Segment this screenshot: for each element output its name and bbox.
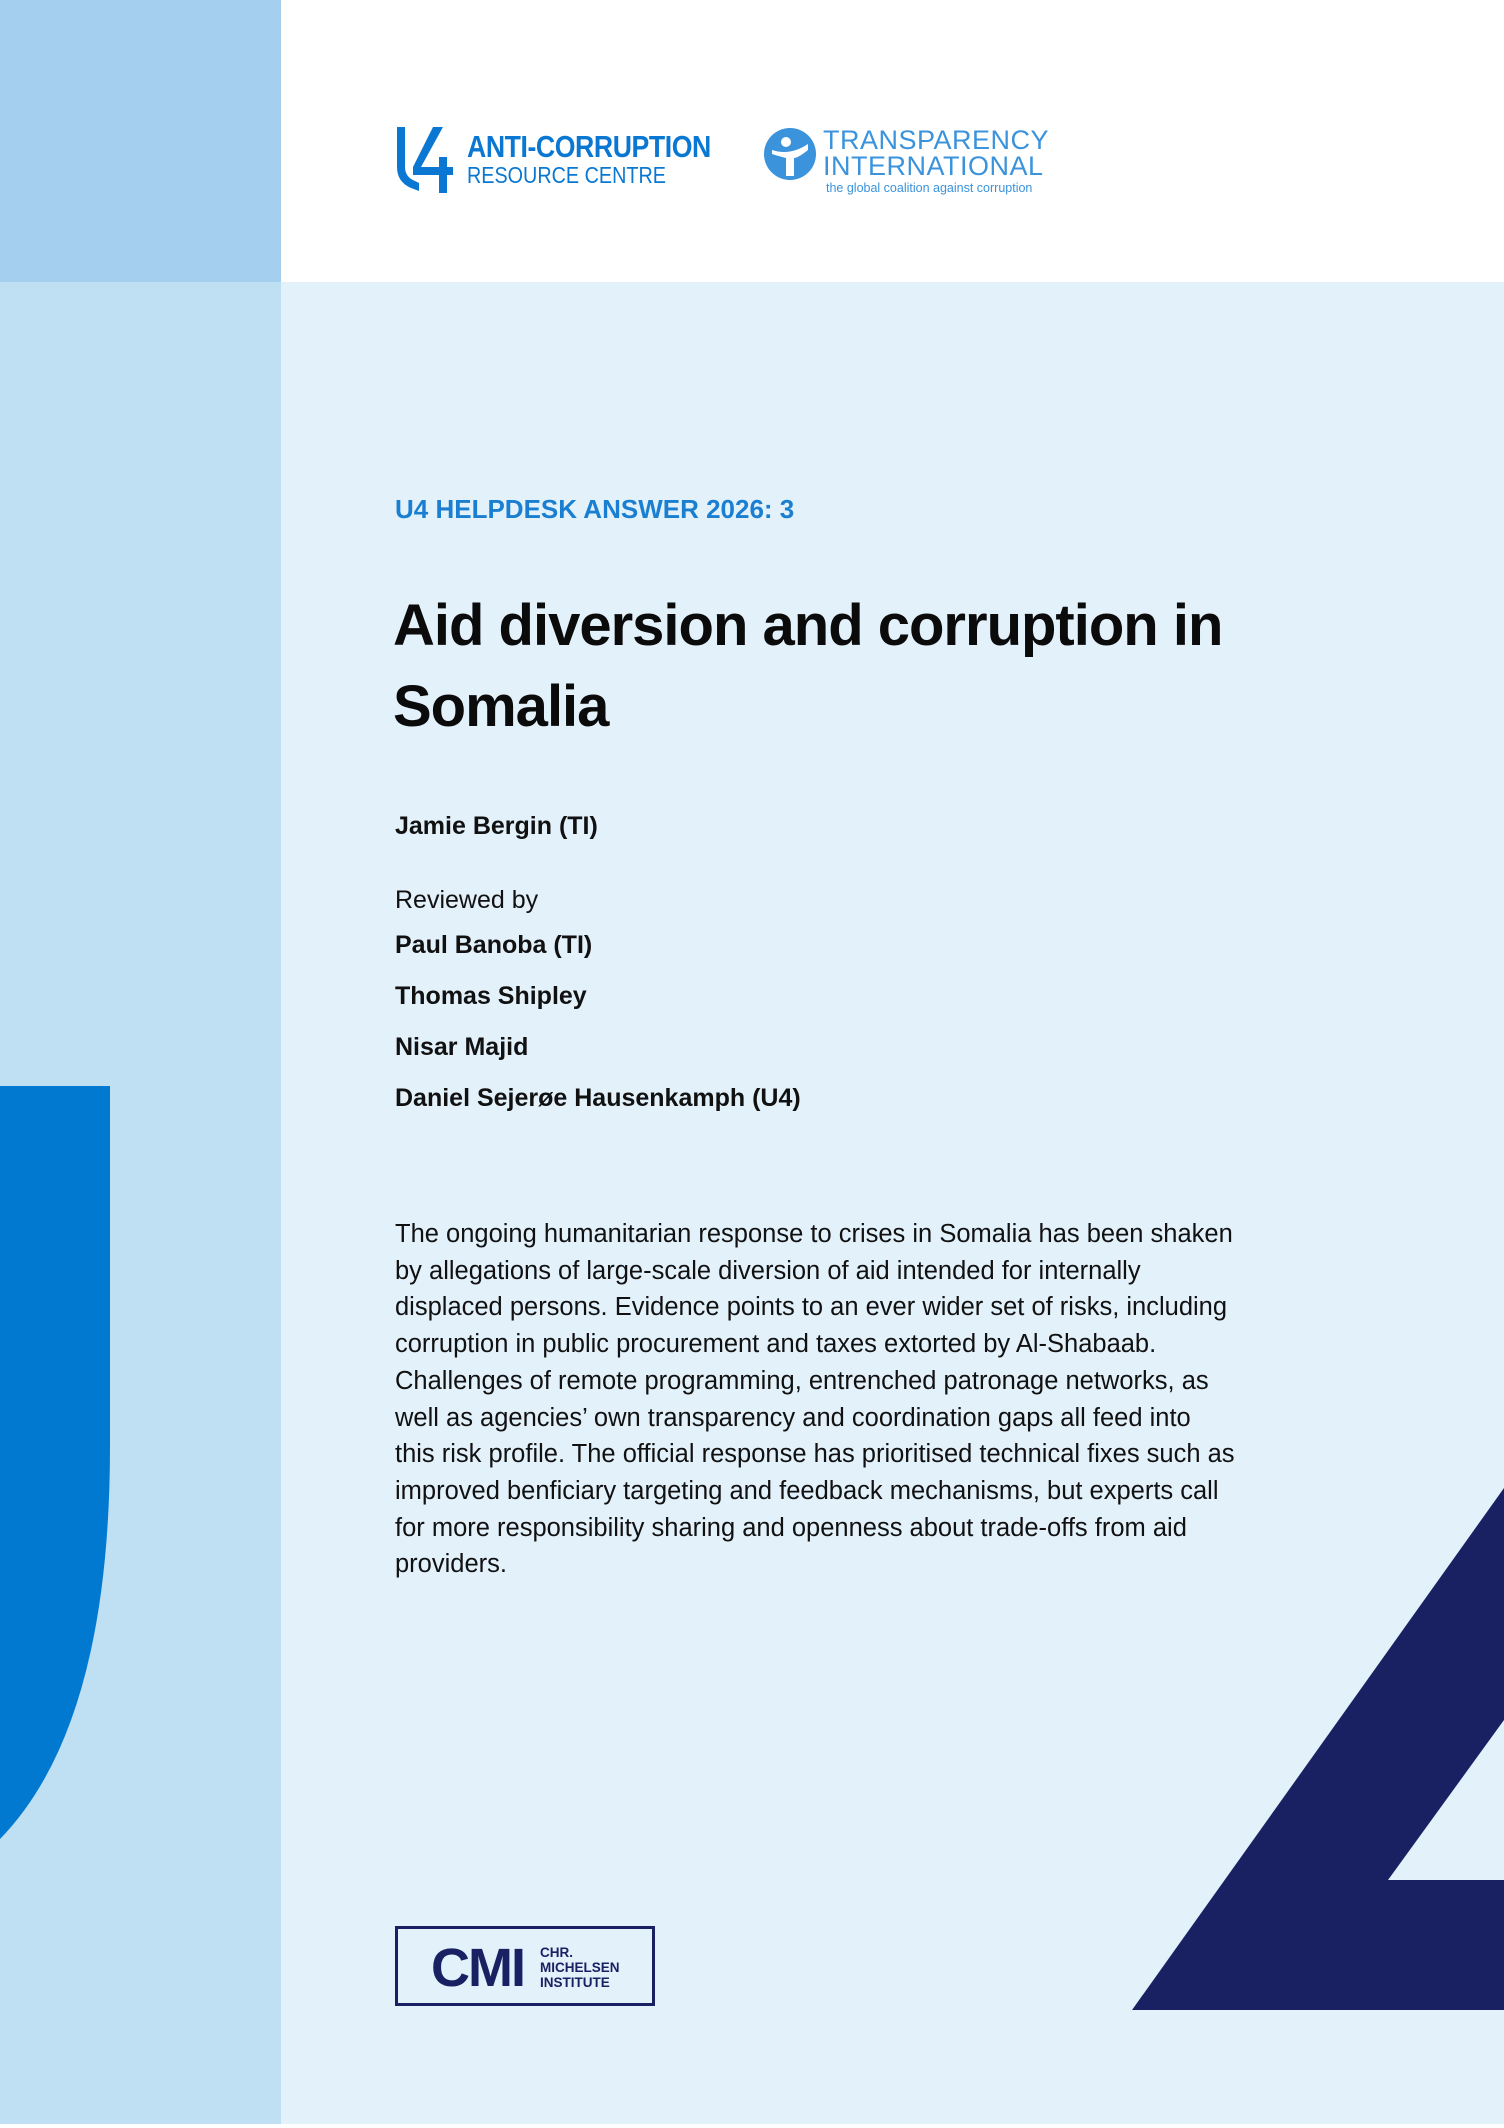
cmi-logo [395, 1926, 655, 2006]
u4-logo-line2: RESOURCE CENTRE [467, 162, 666, 188]
u-curve-decoration-icon [0, 1086, 110, 1839]
reviewers-list [395, 930, 801, 1134]
reviewed-by-label: Reviewed by [395, 886, 539, 914]
reviewer: Thomas Shipley [395, 982, 587, 1010]
u4-logo-icon [395, 127, 455, 193]
page-title: Aid diversion and corruption in Somalia [393, 593, 1223, 739]
ti-logo-line1: TRANSPARENCY [823, 125, 1050, 155]
reviewer: Daniel Sejerøe Hausenkamph (U4) [395, 1084, 801, 1112]
series-kicker: U4 HELPDESK ANSWER 2026: 3 [395, 494, 795, 524]
reviewer: Paul Banoba (TI) [395, 931, 593, 959]
four-numeral-decoration-icon [1130, 1488, 1504, 2010]
cmi-logo-line1: CHR. [540, 1945, 573, 1960]
u4-logo-line1: ANTI-CORRUPTION [467, 129, 711, 164]
abstract: The ongoing humanitarian response to crises in Somalia has been shaken by allegations of large-scale diversion of aid intended for internally displaced persons. Evidence points to an ever wider set of risks, including corruption in public procurement and taxes extorted by Al-Shabaab. Challenges of remote programming, entrenched patronage networks, as well as agencies’ own transparency and coordination gaps all feed into this risk profile. The official response has prioritised technical fixes such as improved benficiary targeting and feedback mechanisms, but experts call for more responsibility sharing and openness about trade-offs from aid providers. [395, 1220, 1235, 1579]
cmi-logo-text [540, 1945, 620, 1990]
page-bottom-edge [0, 2124, 1504, 2128]
author: Jamie Bergin (TI) [395, 812, 598, 840]
ti-globe-icon [762, 126, 818, 182]
cmi-logo-line2: MICHELSEN [540, 1960, 620, 1975]
cmi-logo-abbr: CMI [431, 1938, 524, 1998]
ti-logo-line2: INTERNATIONAL [823, 151, 1044, 181]
cmi-logo-line3: INSTITUTE [540, 1975, 610, 1990]
sidebar-top-block [0, 0, 281, 282]
reviewer: Nisar Majid [395, 1033, 529, 1061]
ti-logo-tagline: the global coalition against corruption [826, 181, 1033, 195]
